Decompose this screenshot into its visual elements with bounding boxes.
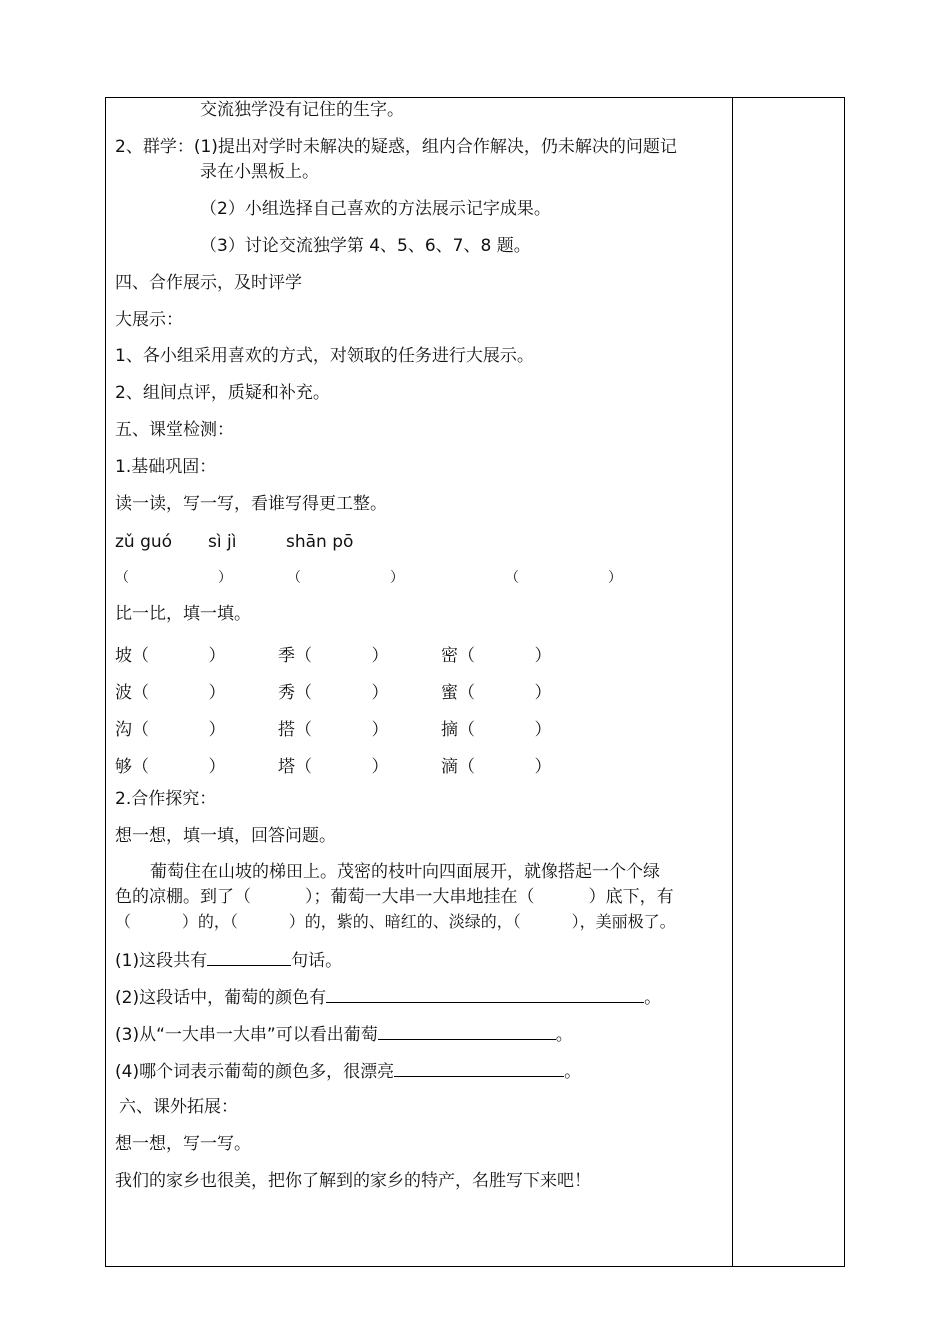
question-text: 。	[555, 1025, 573, 1045]
answer-parens: （ ）	[115, 570, 233, 586]
question-text: 。	[644, 988, 662, 1008]
answer-blank[interactable]	[394, 1060, 564, 1077]
text-line: （3）讨论交流独学第 4、5、6、7、8 题。	[200, 236, 531, 256]
pinyin-item: sì jì	[208, 532, 237, 552]
compare-item: 滴（ ）	[441, 757, 552, 777]
text-line: 1、各小组采用喜欢的方式，对领取的任务进行大展示。	[115, 346, 534, 366]
answer-blank[interactable]	[207, 949, 291, 966]
compare-item: 塔（ ）	[278, 757, 389, 777]
compare-item: 蜜（ ）	[441, 683, 552, 703]
text-line: 交流独学没有记住的生字。	[200, 100, 404, 120]
compare-item: 摘（ ）	[441, 720, 552, 740]
compare-item: 够（ ）	[115, 757, 226, 777]
text-line: 读一读，写一写，看谁写得更工整。	[115, 494, 387, 514]
question-2	[115, 986, 661, 1008]
answer-blank[interactable]	[378, 1023, 556, 1040]
passage-line: 葡萄住在山坡的梯田上。茂密的枝叶向四面展开，就像搭起一个个绿	[150, 862, 660, 882]
passage-line: （ ）的，（ ）的，紫的、暗红的、淡绿的，（ ），美丽极了。	[115, 912, 676, 931]
section-heading: 四、合作展示，及时评学	[115, 273, 302, 293]
compare-item: 搭（ ）	[278, 720, 389, 740]
text-line: 2、群学：(1)提出对学时未解决的疑惑，组内合作解决，仍未解决的问题记	[115, 137, 677, 157]
text-line: 我们的家乡也很美，把你了解到的家乡的特产，名胜写下来吧！	[115, 1171, 591, 1191]
text-line: 想一想，填一填，回答问题。	[115, 826, 336, 846]
text-line: （2）小组选择自己喜欢的方法展示记字成果。	[200, 199, 551, 219]
text-line: 2.合作探究：	[115, 789, 217, 809]
question-4	[115, 1060, 581, 1082]
compare-item: 季（ ）	[278, 646, 389, 666]
answer-parens: （ ）	[287, 570, 405, 586]
question-text: (4)哪个词表示葡萄的颜色多，很漂亮	[115, 1062, 395, 1082]
text-line: 比一比，填一填。	[115, 604, 251, 624]
question-text: (2)这段话中，葡萄的颜色有	[115, 988, 327, 1008]
question-1	[115, 949, 342, 971]
question-text: (3)从“一大串一大串”可以看出葡萄	[115, 1025, 378, 1045]
answer-parens: （ ）	[505, 570, 623, 586]
answer-blank[interactable]	[326, 986, 644, 1003]
question-text: 句话。	[291, 951, 343, 971]
pinyin-item: zǔ guó	[115, 532, 173, 552]
passage-line: 色的凉棚。到了（ ）；葡萄一大串一大串地挂在（ ）底下，有	[115, 887, 674, 907]
pinyin-item: shān pō	[286, 532, 354, 552]
compare-item: 坡（ ）	[115, 646, 226, 666]
question-text: (1)这段共有	[115, 951, 208, 971]
column-divider	[732, 97, 733, 1267]
section-heading: 六、课外拓展：	[119, 1097, 238, 1117]
compare-item: 密（ ）	[441, 646, 552, 666]
text-line: 1.基础巩固：	[115, 457, 217, 477]
question-3	[115, 1023, 573, 1045]
question-text: 。	[564, 1062, 582, 1082]
compare-item: 沟（ ）	[115, 720, 226, 740]
compare-item: 波（ ）	[115, 683, 226, 703]
text-line: 大展示：	[115, 310, 183, 330]
compare-item: 秀（ ）	[278, 683, 389, 703]
text-line: 2、组间点评，质疑和补充。	[115, 383, 330, 403]
section-heading: 五、课堂检测：	[115, 420, 234, 440]
text-line: 想一想，写一写。	[115, 1134, 251, 1154]
text-line: 录在小黑板上。	[200, 162, 319, 182]
